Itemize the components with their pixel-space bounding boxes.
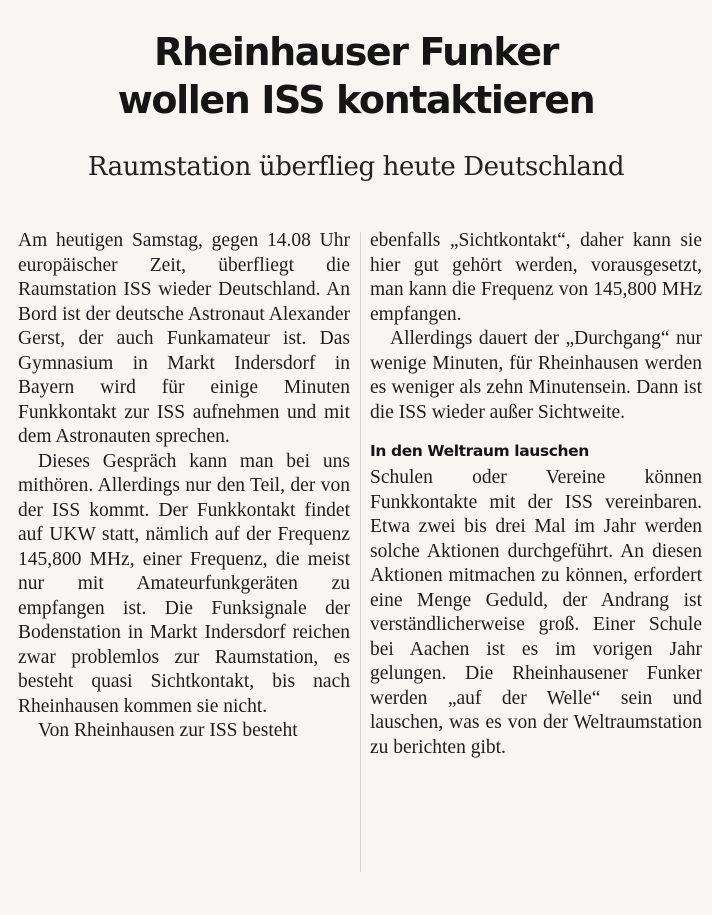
paragraph: ebenfalls „Sichtkontakt“, daher kann sie hier gut gehört werden, vorausgesetzt, man kann die Frequenz von 145,800 MHz empfangen. — [370, 230, 702, 325]
column-right — [370, 229, 702, 760]
headline-line-1: Rheinhauser Funker — [153, 30, 558, 74]
paragraph: Schulen oder Vereine können Funkkontakte mit der ISS vereinbaren. Etwa zwei bis drei Mal im Jahr werden solche Aktionen durchgeführt. An diesen Aktionen mitmachen zu können, erfordert eine Menge Geduld, der Andrang ist verständlicherweise groß. Einer Schule bei Aachen ist es im vorigen Jahr gelungen. Die Rheinhausener Funker werden „auf der Welle“ sein und lauschen, was es von der Weltraumstation zu berichten gibt. — [370, 467, 702, 758]
paragraph: Dieses Gespräch kann man bei uns mithören. Allerdings nur den Teil, der von der ISS kommt. Der Funkkontakt findet auf UKW statt, nämlich auf der Frequenz 145,800 MHz, einer Frequenz, die meist nur mit Amateurfunkgeräten zu empfangen ist. Die Funksignale der Bodenstation in Markt Indersdorf reichen zwar problemlos zur Raumstation, es besteht quasi Sichtkontakt, bis nach Rheinhausen kommen sie nicht. — [18, 450, 350, 717]
headline — [0, 28, 712, 124]
paragraph: Von Rheinhausen zur ISS besteht — [38, 720, 298, 741]
subheadline: Raumstation überflieg heute Deutschland — [87, 152, 625, 182]
column-divider — [360, 232, 361, 872]
headline-line-2: wollen ISS kontaktieren — [117, 78, 595, 122]
paragraph: Allerdings dauert der „Durchgang“ nur wenige Minuten, für Rheinhausen werden es weniger als zehn Minutensein. Dann ist die ISS wieder außer Sichtweite. — [370, 328, 702, 423]
column-left — [18, 229, 350, 744]
section-heading: In den Weltraum lauschen — [370, 442, 589, 460]
paragraph: Am heutigen Samstag, gegen 14.08 Uhr europäischer Zeit, überfliegt die Raumstation ISS wieder Deutschland. An Bord ist der deutsche Astronaut Alexander Gerst, der auch Funkamateur ist. Das Gymnasium in Markt Indersdorf in Bayern wird für einige Minuten Funkkontakt zur ISS aufnehmen und mit dem Astronauten sprechen. — [18, 230, 350, 447]
